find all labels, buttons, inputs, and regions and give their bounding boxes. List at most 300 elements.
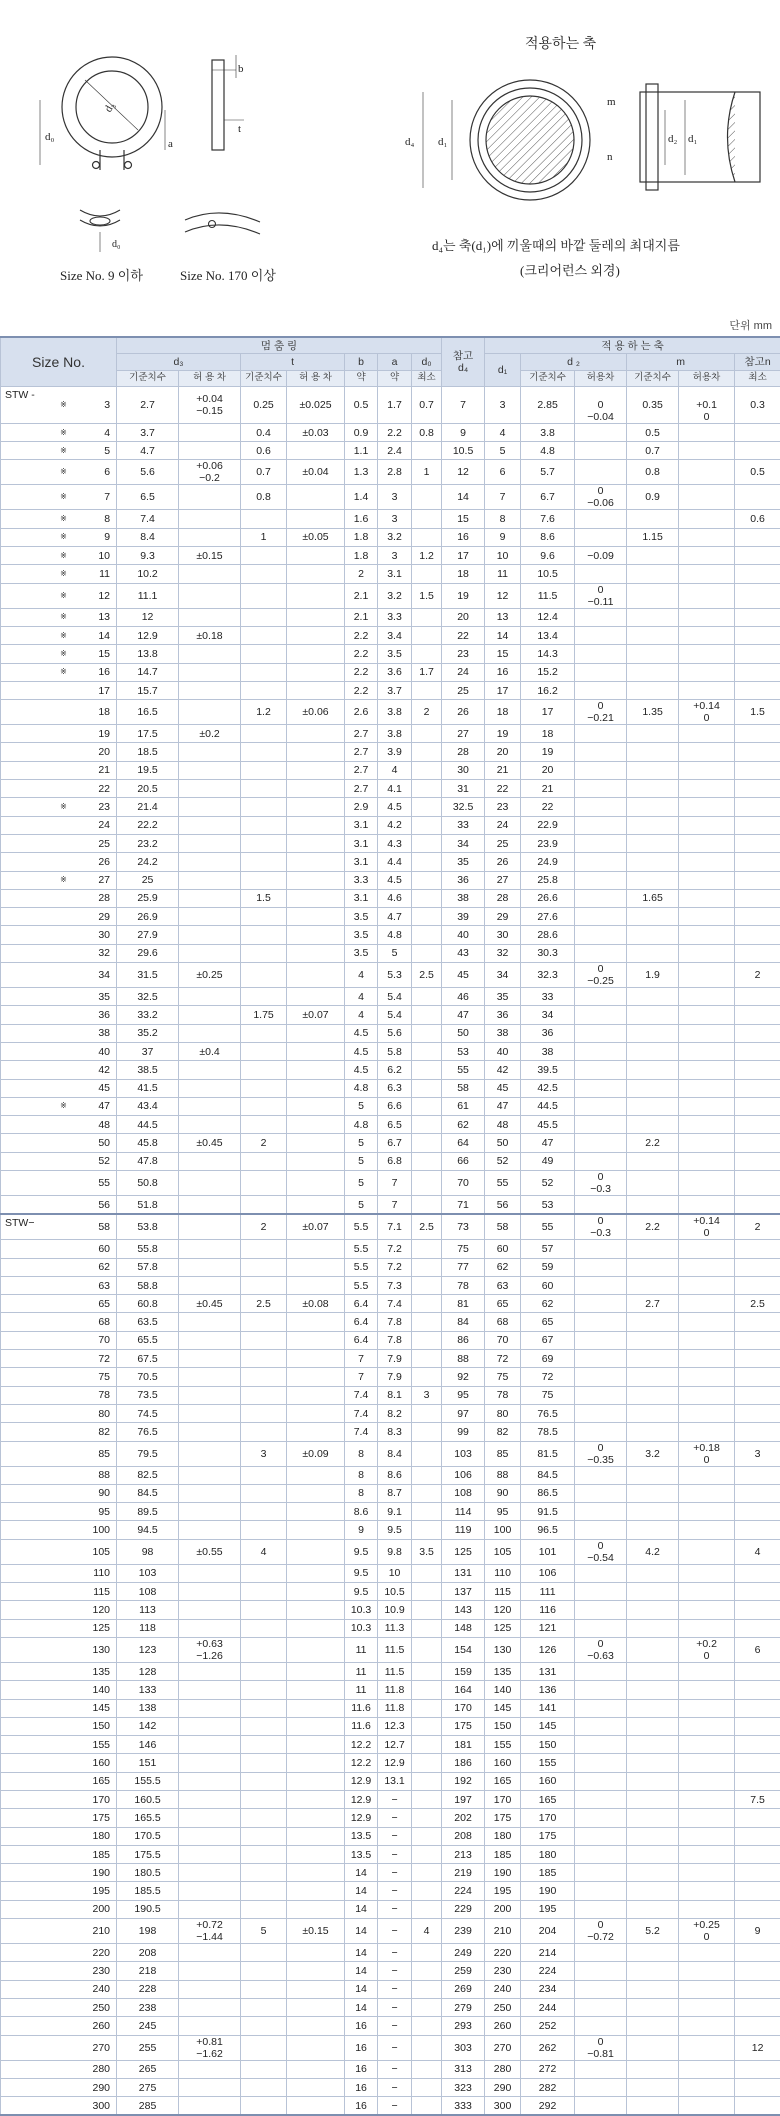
cell-m-tolerance — [679, 1258, 735, 1276]
cell-d1: 85 — [485, 1441, 521, 1466]
cell-d2-nominal: 45.5 — [521, 1116, 575, 1134]
cell-t-tolerance — [287, 798, 345, 816]
table-row — [1, 663, 780, 681]
cell-series — [1, 1919, 55, 1944]
cell-d1: 11 — [485, 565, 521, 583]
cell-d3-nominal: 27.9 — [117, 926, 179, 944]
cell-d3-tolerance — [179, 1386, 241, 1404]
cell-d3-tolerance — [179, 1736, 241, 1754]
cell-d2-tolerance — [575, 1195, 627, 1214]
cell-star-mark — [55, 1521, 73, 1539]
cell-series — [1, 926, 55, 944]
cell-m-nominal — [627, 725, 679, 743]
cell-b: 5.5 — [345, 1240, 378, 1258]
cell-t-tolerance — [287, 1827, 345, 1845]
table-row — [1, 1134, 780, 1152]
cell-d1: 4 — [485, 423, 521, 441]
cell-m-nominal — [627, 1944, 679, 1962]
cell-d2-nominal: 160 — [521, 1772, 575, 1790]
cell-t-nominal — [241, 547, 287, 565]
cell-ref-d4: 19 — [442, 583, 485, 608]
cell-t-nominal — [241, 1564, 287, 1582]
cell-size-no: 80 — [73, 1404, 117, 1422]
cell-d3-tolerance — [179, 1152, 241, 1170]
cell-d3-tolerance — [179, 1350, 241, 1368]
cell-d1: 195 — [485, 1882, 521, 1900]
cell-t-nominal — [241, 2078, 287, 2096]
cell-d1: 16 — [485, 663, 521, 681]
cell-t-nominal — [241, 1503, 287, 1521]
cell-ref-d4: 70 — [442, 1170, 485, 1195]
cell-star-mark — [55, 1827, 73, 1845]
cell-t-nominal — [241, 1717, 287, 1735]
cell-d2-nominal: 131 — [521, 1662, 575, 1680]
cell-m-nominal — [627, 798, 679, 816]
cell-t-tolerance — [287, 761, 345, 779]
cell-t-nominal — [241, 1484, 287, 1502]
cell-d2-tolerance: 0 −0.3 — [575, 1214, 627, 1240]
cell-series: STW− — [1, 1214, 55, 1240]
cell-series — [1, 645, 55, 663]
cell-ref-n — [735, 423, 780, 441]
cell-star-mark — [55, 2078, 73, 2096]
cell-series — [1, 1484, 55, 1502]
cell-ref-d4: 181 — [442, 1736, 485, 1754]
cell-series — [1, 853, 55, 871]
cell-series — [1, 1134, 55, 1152]
cell-d2-tolerance: 0 −0.04 — [575, 386, 627, 423]
cell-m-tolerance — [679, 1116, 735, 1134]
cell-t-nominal — [241, 871, 287, 889]
cell-d0 — [412, 798, 442, 816]
cell-star-mark — [55, 1079, 73, 1097]
cell-b: 9.5 — [345, 1564, 378, 1582]
cell-d3-tolerance — [179, 1331, 241, 1349]
table-row — [1, 889, 780, 907]
table-row — [1, 1845, 780, 1863]
cell-series — [1, 608, 55, 626]
cell-star-mark — [55, 1313, 73, 1331]
cell-d3-tolerance — [179, 1864, 241, 1882]
cell-a: 3.7 — [378, 681, 412, 699]
table-row — [1, 1350, 780, 1368]
cell-size-no: 56 — [73, 1195, 117, 1214]
cell-b: 6.4 — [345, 1295, 378, 1313]
cell-d1: 100 — [485, 1521, 521, 1539]
cell-b: 5 — [345, 1152, 378, 1170]
cell-d3-tolerance — [179, 2097, 241, 2116]
cell-size-no: 280 — [73, 2060, 117, 2078]
cell-t-tolerance — [287, 780, 345, 798]
cell-b: 2.2 — [345, 626, 378, 644]
cell-m-nominal — [627, 1276, 679, 1294]
cell-d1: 140 — [485, 1681, 521, 1699]
cell-d1: 82 — [485, 1423, 521, 1441]
cell-b: 4.5 — [345, 1042, 378, 1060]
cell-a: − — [378, 1944, 412, 1962]
cell-ref-d4: 208 — [442, 1827, 485, 1845]
header-row-2 — [1, 354, 780, 370]
cell-b: 14 — [345, 1900, 378, 1918]
cell-star-mark: ※ — [55, 510, 73, 528]
cell-a: − — [378, 2017, 412, 2035]
cell-m-nominal — [627, 1170, 679, 1195]
cell-m-tolerance: +0.25 0 — [679, 1919, 735, 1944]
cell-b: 0.5 — [345, 386, 378, 423]
cell-d2-nominal: 78.5 — [521, 1423, 575, 1441]
cell-d2-nominal: 47 — [521, 1134, 575, 1152]
cell-ref-n — [735, 908, 780, 926]
cell-t-nominal — [241, 1368, 287, 1386]
cell-ref-n — [735, 988, 780, 1006]
cell-b: 7.4 — [345, 1404, 378, 1422]
cell-a: 4.8 — [378, 926, 412, 944]
cell-d2-tolerance — [575, 528, 627, 546]
cell-d3-nominal: 103 — [117, 1564, 179, 1582]
cell-size-no: 25 — [73, 834, 117, 852]
cell-m-tolerance — [679, 1791, 735, 1809]
cell-d3-tolerance — [179, 1998, 241, 2016]
cell-d1: 15 — [485, 645, 521, 663]
cell-d2-nominal: 18 — [521, 725, 575, 743]
cell-m-nominal — [627, 565, 679, 583]
cell-ref-d4: 58 — [442, 1079, 485, 1097]
cell-t-tolerance — [287, 1170, 345, 1195]
cell-m-nominal — [627, 2017, 679, 2035]
cell-d2-tolerance — [575, 1699, 627, 1717]
cell-a: 2.2 — [378, 423, 412, 441]
cell-d1: 12 — [485, 583, 521, 608]
cell-a: 3.2 — [378, 583, 412, 608]
cell-ref-d4: 32.5 — [442, 798, 485, 816]
cell-d3-nominal: 26.9 — [117, 908, 179, 926]
cell-star-mark — [55, 1170, 73, 1195]
table-row — [1, 1024, 780, 1042]
cell-d2-tolerance: 0 −0.25 — [575, 963, 627, 988]
table-row — [1, 1717, 780, 1735]
cell-a: 5.8 — [378, 1042, 412, 1060]
cell-star-mark — [55, 834, 73, 852]
cell-ref-d4: 15 — [442, 510, 485, 528]
cell-d3-tolerance — [179, 944, 241, 962]
cell-ref-d4: 50 — [442, 1024, 485, 1042]
cell-d2-nominal: 20 — [521, 761, 575, 779]
cell-d3-tolerance — [179, 565, 241, 583]
cell-t-tolerance: ±0.09 — [287, 1441, 345, 1466]
cell-d0: 1.5 — [412, 583, 442, 608]
cell-a: 12.9 — [378, 1754, 412, 1772]
cell-star-mark — [55, 889, 73, 907]
header-d2-nominal: 기준치수 — [521, 370, 575, 386]
cell-a: 5.4 — [378, 1006, 412, 1024]
cell-d3-nominal: 25 — [117, 871, 179, 889]
cell-d2-tolerance — [575, 1079, 627, 1097]
cell-t-tolerance — [287, 1423, 345, 1441]
cell-a: 2.4 — [378, 442, 412, 460]
cell-ref-d4: 55 — [442, 1061, 485, 1079]
cell-d3-nominal: 47.8 — [117, 1152, 179, 1170]
header-d3: d₃ — [117, 354, 241, 370]
cell-d0 — [412, 1662, 442, 1680]
header-row-1 — [1, 337, 780, 354]
cell-m-tolerance — [679, 608, 735, 626]
cell-d0 — [412, 1980, 442, 1998]
cell-b: 5.5 — [345, 1214, 378, 1240]
cell-t-nominal: 2 — [241, 1134, 287, 1152]
cell-ref-n — [735, 1061, 780, 1079]
cell-m-tolerance — [679, 1772, 735, 1790]
table-row — [1, 816, 780, 834]
cell-series — [1, 1736, 55, 1754]
cell-t-nominal — [241, 1662, 287, 1680]
cell-t-tolerance — [287, 1195, 345, 1214]
cell-b: 16 — [345, 2060, 378, 2078]
cell-d0 — [412, 2060, 442, 2078]
cell-m-tolerance: +0.14 0 — [679, 1214, 735, 1240]
table-row — [1, 761, 780, 779]
cell-d2-tolerance: 0 −0.21 — [575, 700, 627, 725]
cell-m-tolerance — [679, 1564, 735, 1582]
cell-b: 4 — [345, 1006, 378, 1024]
cell-d0 — [412, 816, 442, 834]
cell-d3-nominal: 73.5 — [117, 1386, 179, 1404]
cell-a: − — [378, 1998, 412, 2016]
cell-d1: 42 — [485, 1061, 521, 1079]
cell-d3-tolerance — [179, 1845, 241, 1863]
cell-t-tolerance — [287, 626, 345, 644]
cell-m-tolerance — [679, 1539, 735, 1564]
cell-m-nominal: 1.65 — [627, 889, 679, 907]
header-d1: d₁ — [485, 354, 521, 387]
cell-d0: 1.7 — [412, 663, 442, 681]
cell-t-tolerance — [287, 1350, 345, 1368]
cell-d1: 10 — [485, 547, 521, 565]
cell-star-mark — [55, 816, 73, 834]
cell-b: 5 — [345, 1170, 378, 1195]
cell-d0 — [412, 1637, 442, 1662]
cell-ref-n — [735, 442, 780, 460]
cell-star-mark — [55, 681, 73, 699]
cell-t-nominal — [241, 1998, 287, 2016]
cell-d1: 290 — [485, 2078, 521, 2096]
cell-d3-tolerance — [179, 1258, 241, 1276]
cell-d3-nominal: 6.5 — [117, 485, 179, 510]
cell-d2-tolerance: 0 −0.35 — [575, 1441, 627, 1466]
cell-a: 5.6 — [378, 1024, 412, 1042]
cell-a: − — [378, 1980, 412, 1998]
cell-d2-nominal: 262 — [521, 2035, 575, 2060]
cell-ref-n: 4 — [735, 1539, 780, 1564]
cell-d1: 105 — [485, 1539, 521, 1564]
cell-d1: 32 — [485, 944, 521, 962]
cell-d0 — [412, 1152, 442, 1170]
cell-series — [1, 725, 55, 743]
cell-t-tolerance — [287, 1619, 345, 1637]
cell-size-no: 70 — [73, 1331, 117, 1349]
cell-ref-d4: 108 — [442, 1484, 485, 1502]
cell-t-nominal — [241, 2060, 287, 2078]
table-row — [1, 725, 780, 743]
cell-d3-tolerance — [179, 1699, 241, 1717]
cell-d3-nominal: 35.2 — [117, 1024, 179, 1042]
cell-d2-tolerance — [575, 442, 627, 460]
cell-d2-nominal: 22.9 — [521, 816, 575, 834]
cell-ref-d4: 61 — [442, 1097, 485, 1115]
table-row — [1, 1791, 780, 1809]
cell-d3-nominal: 113 — [117, 1601, 179, 1619]
cell-d2-tolerance — [575, 2060, 627, 2078]
cell-t-tolerance — [287, 1717, 345, 1735]
cell-d2-nominal: 195 — [521, 1900, 575, 1918]
cell-d2-nominal: 44.5 — [521, 1097, 575, 1115]
cell-d3-tolerance — [179, 1006, 241, 1024]
cell-m-nominal — [627, 1791, 679, 1809]
cell-b: 9.5 — [345, 1583, 378, 1601]
table-row — [1, 1980, 780, 1998]
cell-b: 2 — [345, 565, 378, 583]
cell-star-mark — [55, 700, 73, 725]
cell-a: 3.3 — [378, 608, 412, 626]
cell-d3-nominal: 5.6 — [117, 460, 179, 485]
cell-d1: 18 — [485, 700, 521, 725]
cell-ref-n — [735, 816, 780, 834]
cell-d3-tolerance — [179, 1441, 241, 1466]
cell-a: 1.7 — [378, 386, 412, 423]
cell-size-no: 220 — [73, 1944, 117, 1962]
cell-b: 2.7 — [345, 743, 378, 761]
label-m: m — [607, 96, 616, 108]
cell-series — [1, 1368, 55, 1386]
cell-ref-n: 1.5 — [735, 700, 780, 725]
cell-d3-nominal: 29.6 — [117, 944, 179, 962]
cell-m-tolerance — [679, 1097, 735, 1115]
cell-d0 — [412, 1097, 442, 1115]
cell-star-mark — [55, 1295, 73, 1313]
cell-a: 11.8 — [378, 1681, 412, 1699]
cell-star-mark — [55, 1637, 73, 1662]
cell-m-tolerance — [679, 1295, 735, 1313]
cell-m-nominal — [627, 1754, 679, 1772]
table-row — [1, 700, 780, 725]
cell-d1: 60 — [485, 1240, 521, 1258]
table-row — [1, 645, 780, 663]
cell-m-tolerance — [679, 1619, 735, 1637]
cell-ref-n: 2.5 — [735, 1295, 780, 1313]
cell-a: − — [378, 2035, 412, 2060]
cell-ref-n — [735, 528, 780, 546]
cell-b: 5.5 — [345, 1258, 378, 1276]
cell-t-nominal — [241, 1845, 287, 1863]
cell-b: 2.6 — [345, 700, 378, 725]
cell-t-nominal — [241, 608, 287, 626]
cell-d3-tolerance — [179, 645, 241, 663]
cell-a: − — [378, 1919, 412, 1944]
cell-m-nominal — [627, 583, 679, 608]
cell-star-mark — [55, 1404, 73, 1422]
cell-t-tolerance — [287, 1484, 345, 1502]
cell-series — [1, 700, 55, 725]
cell-d2-tolerance — [575, 1662, 627, 1680]
cell-d3-tolerance — [179, 663, 241, 681]
cell-d3-nominal: 18.5 — [117, 743, 179, 761]
cell-star-mark — [55, 1772, 73, 1790]
cell-ref-d4: 46 — [442, 988, 485, 1006]
cell-m-tolerance — [679, 1503, 735, 1521]
cell-a: 7.2 — [378, 1258, 412, 1276]
cell-d1: 155 — [485, 1736, 521, 1754]
cell-d3-nominal: 11.1 — [117, 583, 179, 608]
cell-ref-n — [735, 1503, 780, 1521]
cell-ref-d4: 20 — [442, 608, 485, 626]
cell-d3-nominal: 12.9 — [117, 626, 179, 644]
cell-m-tolerance — [679, 1980, 735, 1998]
cell-m-nominal — [627, 1980, 679, 1998]
cell-t-nominal — [241, 1772, 287, 1790]
cell-series — [1, 1699, 55, 1717]
cell-m-nominal — [627, 1699, 679, 1717]
cell-b: 4.8 — [345, 1079, 378, 1097]
cell-d2-tolerance — [575, 1736, 627, 1754]
cell-a: 3 — [378, 510, 412, 528]
cell-d2-nominal: 17 — [521, 700, 575, 725]
cell-d2-nominal: 145 — [521, 1717, 575, 1735]
cell-series — [1, 547, 55, 565]
cell-d2-tolerance — [575, 908, 627, 926]
cell-star-mark — [55, 1539, 73, 1564]
cell-d3-tolerance — [179, 1240, 241, 1258]
cell-m-nominal — [627, 834, 679, 852]
cell-m-tolerance — [679, 1944, 735, 1962]
cell-b: 3.5 — [345, 926, 378, 944]
cell-d2-nominal: 86.5 — [521, 1484, 575, 1502]
cell-ref-n — [735, 1754, 780, 1772]
cell-d1: 250 — [485, 1998, 521, 2016]
cell-ref-d4: 192 — [442, 1772, 485, 1790]
cell-ref-d4: 45 — [442, 963, 485, 988]
cell-d1: 7 — [485, 485, 521, 510]
cell-d0 — [412, 1276, 442, 1294]
cell-star-mark — [55, 2017, 73, 2035]
cell-ref-d4: 18 — [442, 565, 485, 583]
table-row — [1, 1484, 780, 1502]
cell-ref-d4: 31 — [442, 780, 485, 798]
cell-d3-nominal: 13.8 — [117, 645, 179, 663]
cell-star-mark — [55, 2060, 73, 2078]
cell-series — [1, 944, 55, 962]
cell-m-tolerance — [679, 725, 735, 743]
table-row — [1, 1736, 780, 1754]
cell-m-tolerance — [679, 2017, 735, 2035]
cell-d0 — [412, 1754, 442, 1772]
cell-a: 9.1 — [378, 1503, 412, 1521]
cell-t-nominal — [241, 1258, 287, 1276]
cell-b: 4 — [345, 988, 378, 1006]
cell-ref-d4: 224 — [442, 1882, 485, 1900]
cell-d1: 130 — [485, 1637, 521, 1662]
cell-d1: 45 — [485, 1079, 521, 1097]
cell-d3-nominal: 22.2 — [117, 816, 179, 834]
cell-ref-d4: 17 — [442, 547, 485, 565]
cell-d0 — [412, 2078, 442, 2096]
cell-ref-d4: 84 — [442, 1313, 485, 1331]
cell-d0: 0.8 — [412, 423, 442, 441]
cell-ref-d4: 259 — [442, 1962, 485, 1980]
cell-d2-nominal: 11.5 — [521, 583, 575, 608]
cell-t-nominal — [241, 1024, 287, 1042]
table-row — [1, 1827, 780, 1845]
cell-ref-d4: 170 — [442, 1699, 485, 1717]
cell-series — [1, 1404, 55, 1422]
